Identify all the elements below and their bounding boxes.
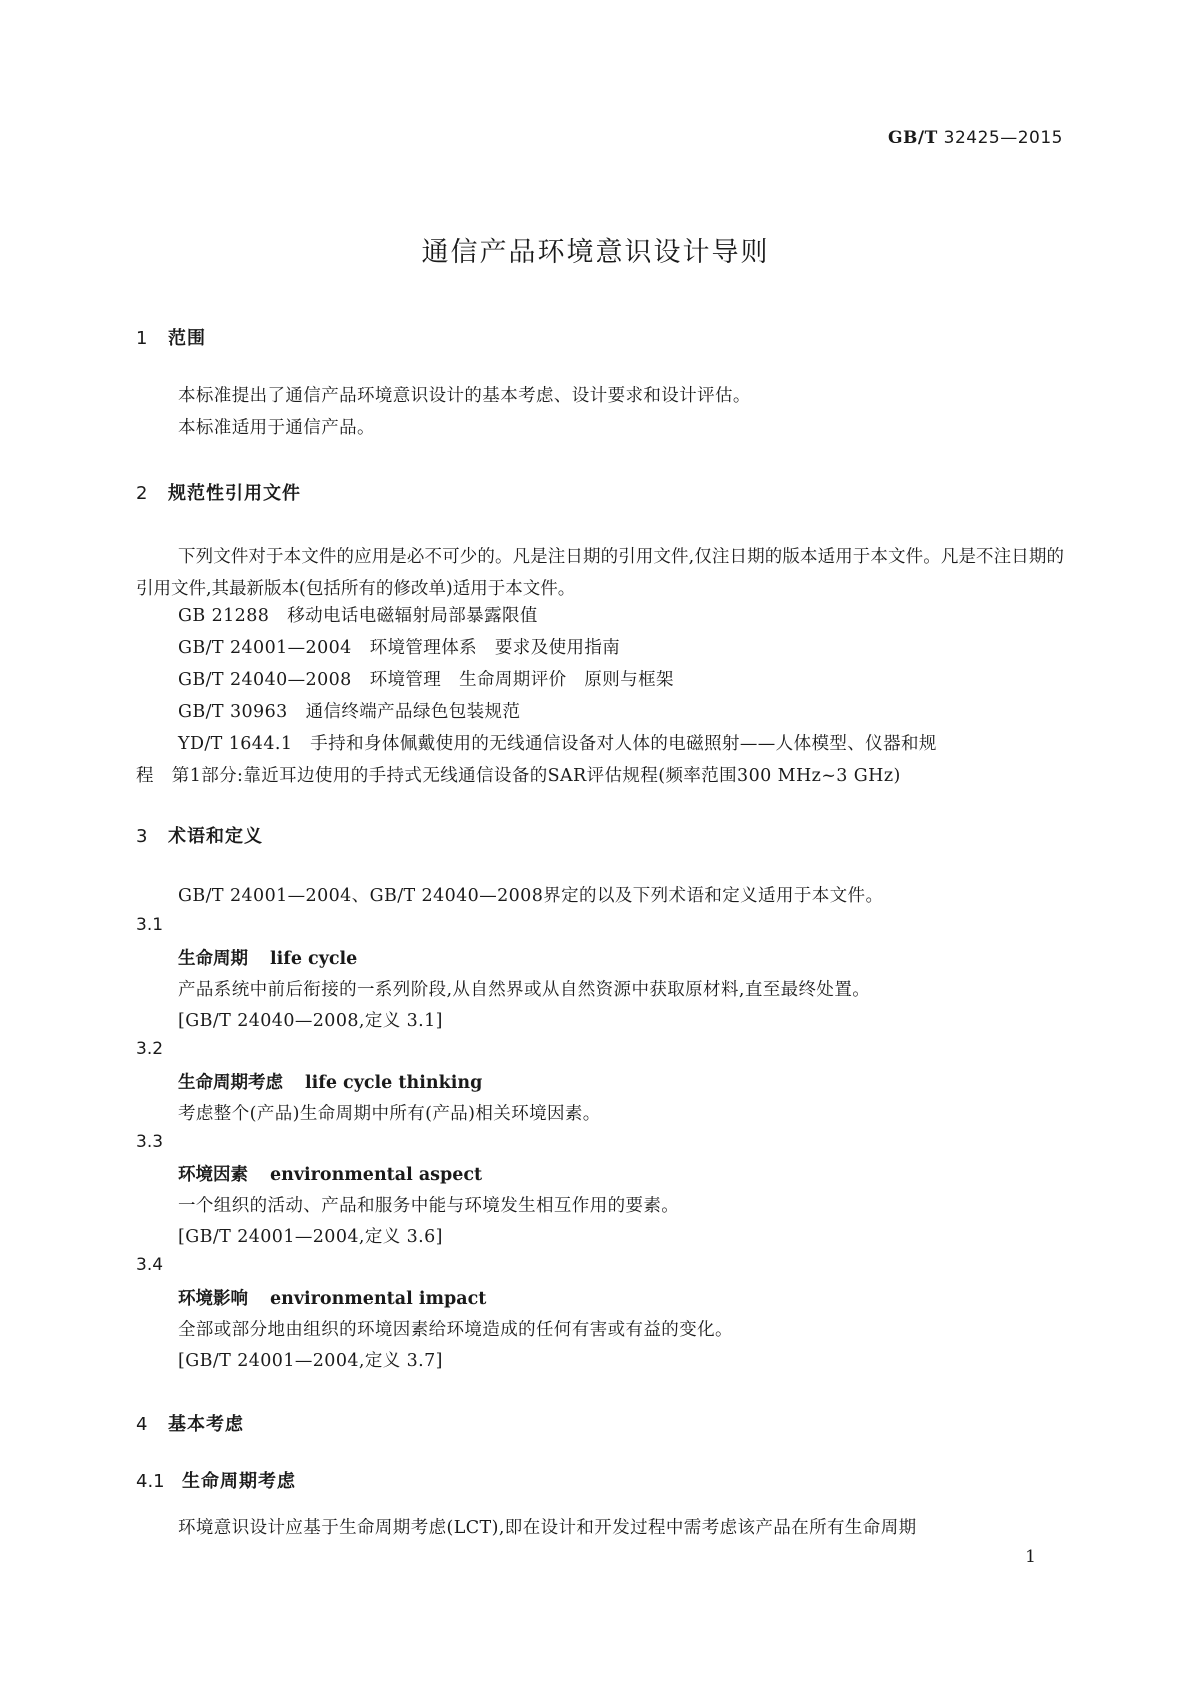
reference-item [178, 634, 620, 659]
term-en: life cycle thinking [305, 1073, 483, 1093]
page-number: 1 [1025, 1547, 1036, 1567]
term-definition: 产品系统中前后衔接的一系列阶段,从自然界或从自然资源中获取原材料,直至最终处置。 [178, 980, 871, 1000]
reference-code: GB/T 24040—2008 [178, 670, 352, 690]
standard-code-prefix: GB/T [888, 128, 938, 148]
scope-line-1: 本标准提出了通信产品环境意识设计的基本考虑、设计要求和设计评估。 [178, 386, 751, 406]
standard-code [888, 128, 1063, 148]
reference-code: YD/T 1644.1 [178, 734, 293, 754]
subsection-number: 4.1 [136, 1471, 165, 1492]
term-number: 3.2 [136, 1039, 164, 1059]
term-source: [GB/T 24001—2004,定义 3.7] [178, 1351, 443, 1371]
scope-line-2: 本标准适用于通信产品。 [178, 418, 375, 438]
term-zh: 生命周期 [178, 949, 248, 969]
term-heading [178, 1285, 486, 1310]
section-number: 4 [136, 1414, 148, 1435]
section-4-heading [136, 1410, 244, 1436]
term-heading [178, 1069, 482, 1094]
section-number: 2 [136, 483, 148, 504]
section-2-heading [136, 479, 301, 505]
reference-title: 通信终端产品绿色包装规范 [305, 702, 521, 722]
term-zh: 环境因素 [178, 1165, 248, 1185]
term-definition: 全部或部分地由组织的环境因素给环境造成的任何有害或有益的变化。 [178, 1320, 733, 1340]
reference-title: 环境管理 生命周期评价 原则与框架 [369, 670, 674, 690]
term-heading [178, 945, 357, 970]
term-number: 3.3 [136, 1132, 164, 1152]
section-3-heading [136, 822, 263, 848]
term-en: environmental impact [270, 1289, 487, 1309]
term-definition: 考虑整个(产品)生命周期中所有(产品)相关环境因素。 [178, 1104, 601, 1124]
section-number: 1 [136, 328, 148, 349]
terms-intro: GB/T 24001—2004、GB/T 24040—2008界定的以及下列术语和定义适用于本文件。 [178, 886, 884, 906]
section-1-heading [136, 324, 206, 350]
section-title: 术语和定义 [168, 826, 263, 847]
term-en: life cycle [270, 949, 358, 969]
term-source: [GB/T 24001—2004,定义 3.6] [178, 1227, 443, 1247]
term-definition: 一个组织的活动、产品和服务中能与环境发生相互作用的要素。 [178, 1196, 680, 1216]
term-heading [178, 1161, 482, 1186]
term-number: 3.4 [136, 1255, 164, 1275]
reference-title: 环境管理体系 要求及使用指南 [369, 638, 621, 658]
subsection-title: 生命周期考虑 [182, 1471, 296, 1492]
reference-code: GB/T 24001—2004 [178, 638, 352, 658]
term-number: 3.1 [136, 915, 164, 935]
lct-paragraph: 环境意识设计应基于生命周期考虑(LCT),即在设计和开发过程中需考虑该产品在所有生命周期 [178, 1518, 917, 1538]
reference-item [178, 698, 520, 723]
section-title: 规范性引用文件 [168, 483, 301, 504]
normative-references-intro: 下列文件对于本文件的应用是必不可少的。凡是注日期的引用文件,仅注日期的版本适用于本文件。凡是不注日期的引用文件,其最新版本(包括所有的修改单)适用于本文件。 [136, 547, 1064, 599]
reference-item [178, 666, 674, 691]
reference-code: GB 21288 [178, 606, 270, 626]
term-source: [GB/T 24040—2008,定义 3.1] [178, 1011, 443, 1031]
reference-title: 手持和身体佩戴使用的无线通信设备对人体的电磁照射——人体模型、仪器和规 [310, 734, 937, 754]
term-zh: 环境影响 [178, 1289, 248, 1309]
term-zh: 生命周期考虑 [178, 1073, 283, 1093]
reference-code: GB/T 30963 [178, 702, 288, 722]
reference-title: 移动电话电磁辐射局部暴露限值 [287, 606, 538, 626]
reference-item-yd [178, 730, 937, 755]
standard-code-number: 32425—2015 [943, 128, 1063, 148]
section-title: 基本考虑 [168, 1414, 244, 1435]
section-number: 3 [136, 826, 148, 847]
section-title: 范围 [168, 328, 206, 349]
term-en: environmental aspect [270, 1165, 483, 1185]
reference-item [178, 602, 538, 627]
reference-item-yd-continuation: 程 第1部分:靠近耳边使用的手持式无线通信设备的SAR评估规程(频率范围300 MHz~3 GHz) [136, 766, 901, 786]
document-title: 通信产品环境意识设计导则 [421, 237, 770, 268]
subsection-4-1-heading [136, 1467, 296, 1493]
